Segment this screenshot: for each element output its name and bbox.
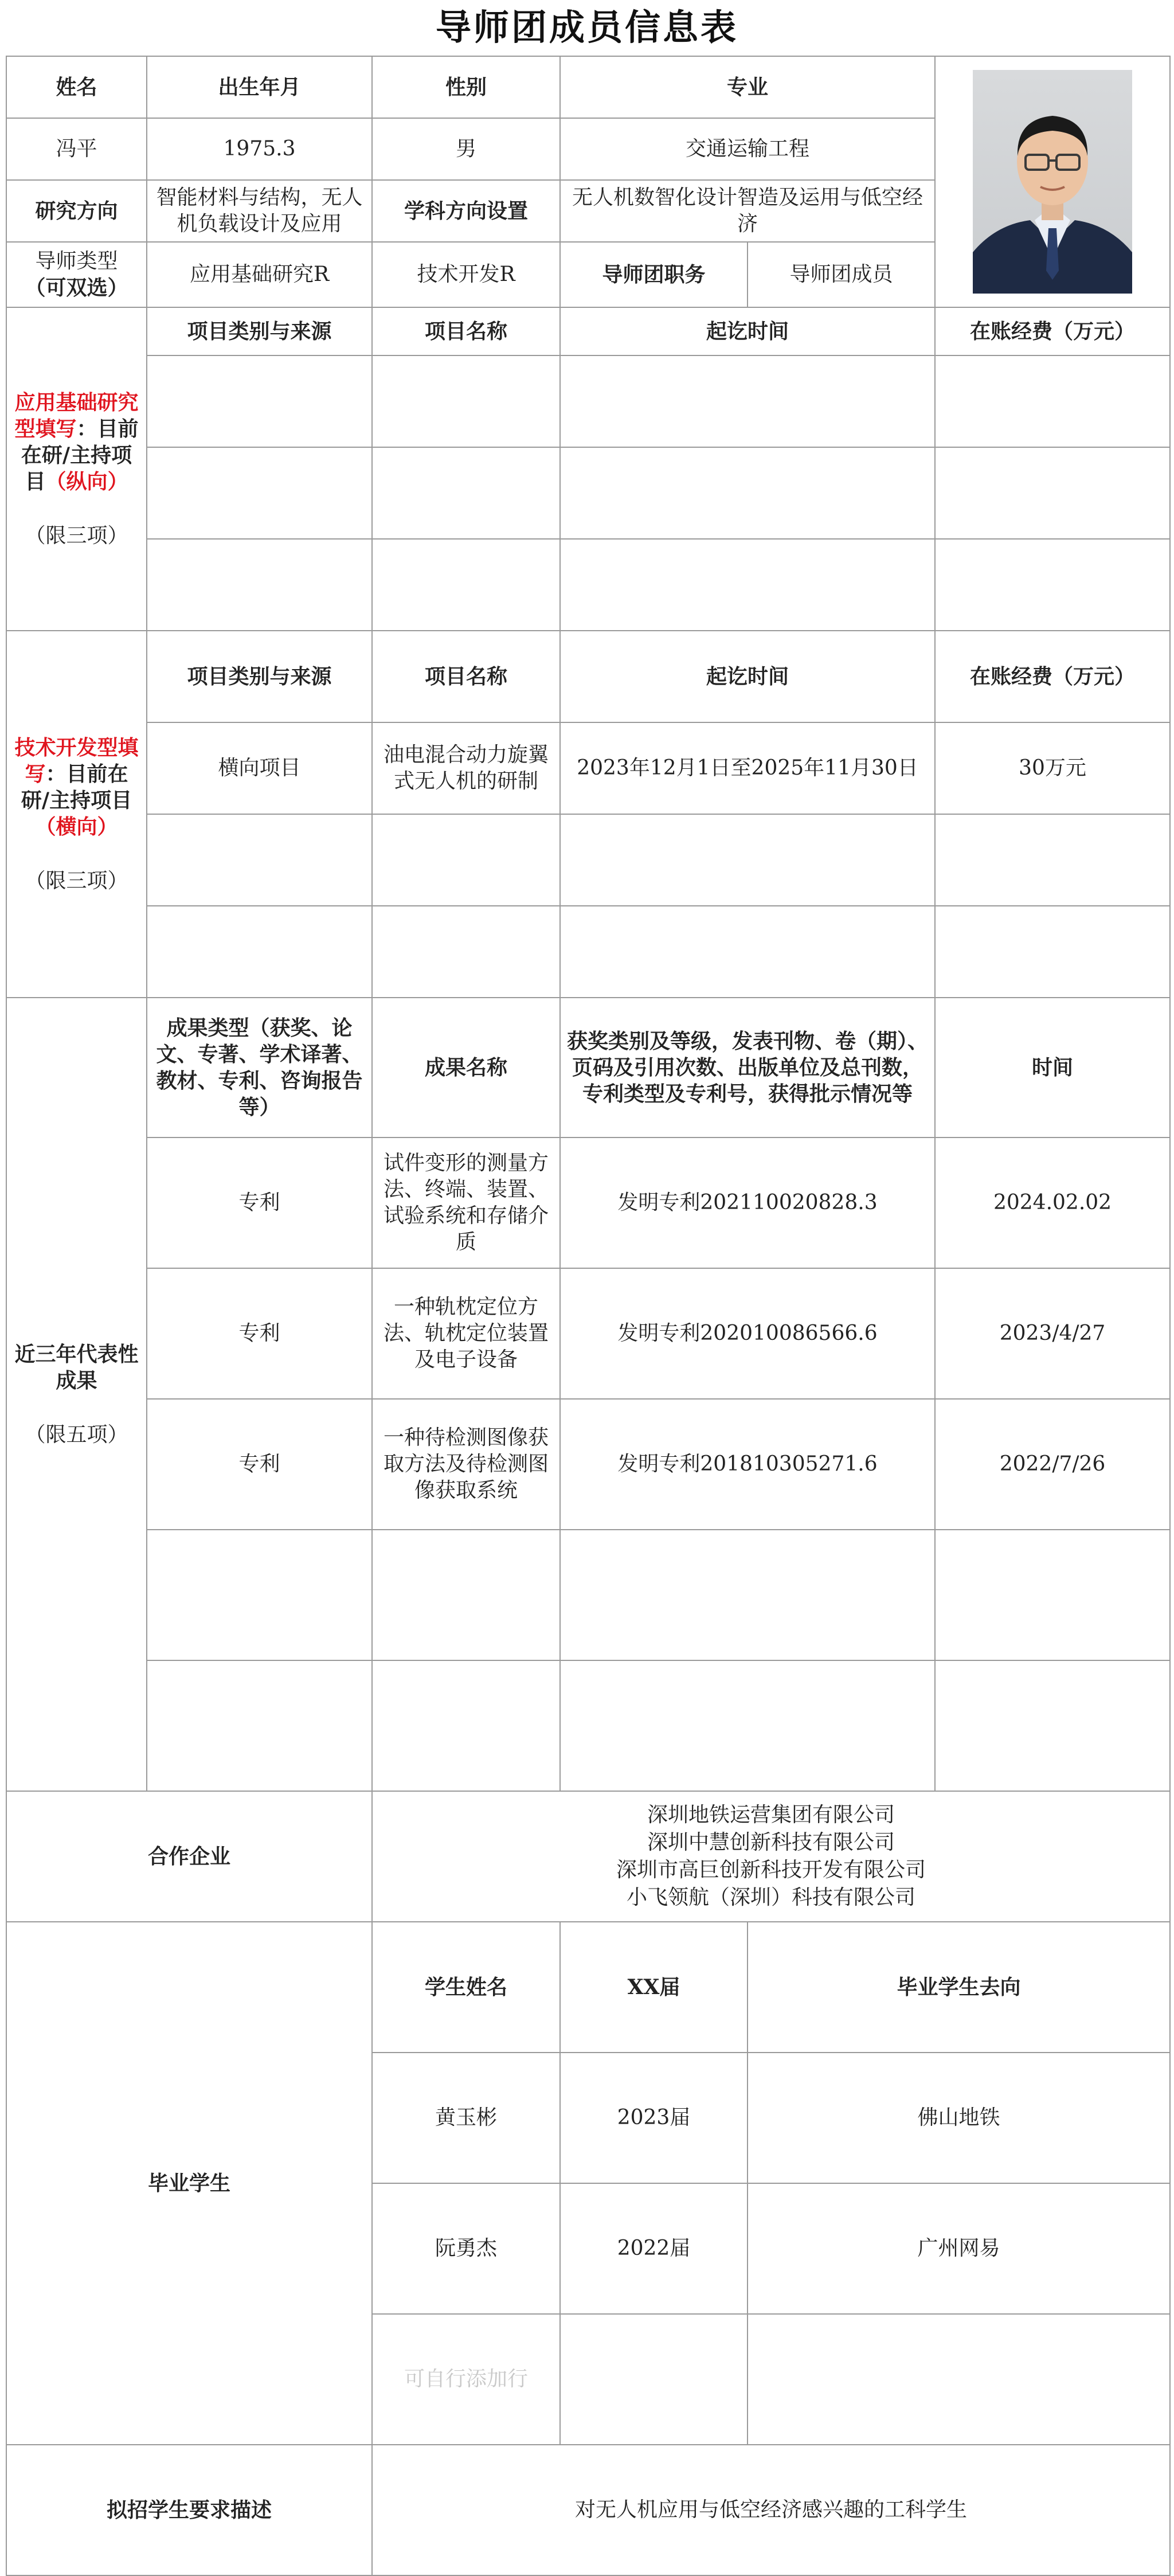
- achievement-row: [6, 1137, 1170, 1268]
- basic-projects-header-row: [6, 307, 1170, 355]
- tech-project-row: [6, 814, 1170, 906]
- col-project-funds: 在账经费（万元）: [935, 307, 1170, 355]
- col-student-destination: 毕业学生去向: [748, 1922, 1170, 2053]
- basic-project-row: [6, 447, 1170, 539]
- achievement-name: 一种轨枕定位方法、轨枕定位装置及电子设备: [372, 1268, 560, 1399]
- partner-item: 深圳地铁运营集团有限公司: [647, 1803, 895, 1827]
- gender-value: 男: [372, 118, 560, 180]
- major-value: 交通运输工程: [560, 118, 935, 180]
- portrait-cell: [935, 56, 1170, 307]
- partner-item: 小飞领航（深圳）科技有限公司: [627, 1886, 916, 1909]
- achievement-row: [6, 1399, 1170, 1530]
- research-label: 研究方向: [6, 180, 147, 242]
- partner-item: 深圳市高巨创新科技开发有限公司: [616, 1858, 926, 1882]
- mentor-info-table: [6, 56, 1171, 2576]
- col-project-source: 项目类别与来源: [147, 631, 372, 722]
- basic-info-header-row: [6, 56, 1170, 118]
- achievement-detail: 发明专利202110020828.3: [560, 1137, 935, 1268]
- achievements-limit: （限五项）: [25, 1422, 128, 1447]
- requirements-label: 拟招学生要求描述: [6, 2445, 372, 2575]
- mentor-type-label-line2: （可双选）: [25, 276, 128, 300]
- achievements-side-label: [6, 998, 147, 1791]
- name-label: 姓名: [6, 56, 147, 118]
- achievement-time: 2022/7/26: [935, 1399, 1170, 1530]
- graduates-label: 毕业学生: [6, 1922, 372, 2445]
- achievement-name: 一种待检测图像获取方法及待检测图像获取系统: [372, 1399, 560, 1530]
- graduates-header-row: [6, 1922, 1170, 2053]
- requirements-text: 对无人机应用与低空经济感兴趣的工科学生: [372, 2445, 1170, 2575]
- achievement-row: [6, 1268, 1170, 1399]
- tech-project-row: [6, 722, 1170, 814]
- graduate-class: 2022届: [560, 2183, 748, 2314]
- birth-label: 出生年月: [147, 56, 372, 118]
- major-label: 专业: [560, 56, 935, 118]
- tech-project-funds: 30万元: [935, 722, 1170, 814]
- col-project-source: 项目类别与来源: [147, 307, 372, 355]
- tech-project-period: 2023年12月1日至2025年11月30日: [560, 722, 935, 814]
- tech-projects-limit: （限三项）: [25, 869, 128, 893]
- achievements-header-row: [6, 998, 1170, 1137]
- col-student-class: XX届: [560, 1922, 748, 2053]
- col-project-funds: 在账经费（万元）: [935, 631, 1170, 722]
- achievement-detail: 发明专利202010086566.6: [560, 1268, 935, 1399]
- add-row-hint[interactable]: 可自行添加行: [372, 2314, 560, 2445]
- role-value: 导师团成员: [748, 242, 935, 307]
- achievement-type: 专利: [147, 1268, 372, 1399]
- col-project-name: 项目名称: [372, 631, 560, 722]
- achievement-detail: 发明专利201810305271.6: [560, 1399, 935, 1530]
- birth-value: 1975.3: [147, 118, 372, 180]
- col-student-name: 学生姓名: [372, 1922, 560, 2053]
- name-value: 冯平: [6, 118, 147, 180]
- requirements-row: [6, 2445, 1170, 2575]
- graduate-class: 2023届: [560, 2053, 748, 2183]
- role-label: 导师团职务: [560, 242, 748, 307]
- research-value: 智能材料与结构，无人机负载设计及应用: [147, 180, 372, 242]
- partner-item: 深圳中慧创新科技有限公司: [647, 1831, 895, 1854]
- mentor-type-label: [6, 242, 147, 307]
- col-project-name: 项目名称: [372, 307, 560, 355]
- tech-projects-side-label: 技术开发型填写：目前在研/主持项目（横向） （限三项）: [6, 631, 147, 998]
- partners-row: [6, 1791, 1170, 1922]
- mentor-type-option-tech: 技术开发R: [372, 242, 560, 307]
- tech-project-source: 横向项目: [147, 722, 372, 814]
- col-achievement-name: 成果名称: [372, 998, 560, 1137]
- mentor-type-label-line1: 导师类型: [35, 249, 118, 273]
- mentor-type-option-basic: 应用基础研究R: [147, 242, 372, 307]
- col-project-period: 起讫时间: [560, 631, 935, 722]
- achievement-time: 2023/4/27: [935, 1268, 1170, 1399]
- tech-project-name: 油电混合动力旋翼式无人机的研制: [372, 722, 560, 814]
- achievement-row: [6, 1530, 1170, 1660]
- tech-project-row: [6, 906, 1170, 998]
- graduate-destination: 广州网易: [748, 2183, 1170, 2314]
- graduate-name: 阮勇杰: [372, 2183, 560, 2314]
- graduate-name: 黄玉彬: [372, 2053, 560, 2183]
- page-title: 导师团成员信息表: [435, 6, 738, 48]
- col-achievement-detail: 获奖类别及等级，发表刊物、卷（期）、页码及引用次数、出版单位及总刊数，专利类型及专利号，获得批示情况等: [560, 998, 935, 1137]
- basic-project-row: [6, 355, 1170, 447]
- achievement-time: 2024.02.02: [935, 1137, 1170, 1268]
- discipline-label: 学科方向设置: [372, 180, 560, 242]
- basic-projects-limit: （限三项）: [25, 523, 128, 548]
- graduate-destination: 佛山地铁: [748, 2053, 1170, 2183]
- gender-label: 性别: [372, 56, 560, 118]
- achievement-name: 试件变形的测量方法、终端、装置、试验系统和存储介质: [372, 1137, 560, 1268]
- achievements-title: 近三年代表性成果: [14, 1342, 139, 1393]
- basic-projects-side-label: 应用基础研究型填写：目前在研/主持项目（纵向） （限三项）: [6, 307, 147, 631]
- col-achievement-type: 成果类型（获奖、论文、专著、学术译著、教材、专利、咨询报告等）: [147, 998, 372, 1137]
- achievement-type: 专利: [147, 1137, 372, 1268]
- col-project-period: 起讫时间: [560, 307, 935, 355]
- partners-list: [372, 1791, 1170, 1922]
- tech-projects-header-row: [6, 631, 1170, 722]
- col-achievement-time: 时间: [935, 998, 1170, 1137]
- basic-project-row: [6, 539, 1170, 631]
- achievement-row: [6, 1660, 1170, 1791]
- partners-label: 合作企业: [6, 1791, 372, 1922]
- achievement-type: 专利: [147, 1399, 372, 1530]
- discipline-value: 无人机数智化设计智造及运用与低空经济: [560, 180, 935, 242]
- portrait-photo: [973, 70, 1132, 294]
